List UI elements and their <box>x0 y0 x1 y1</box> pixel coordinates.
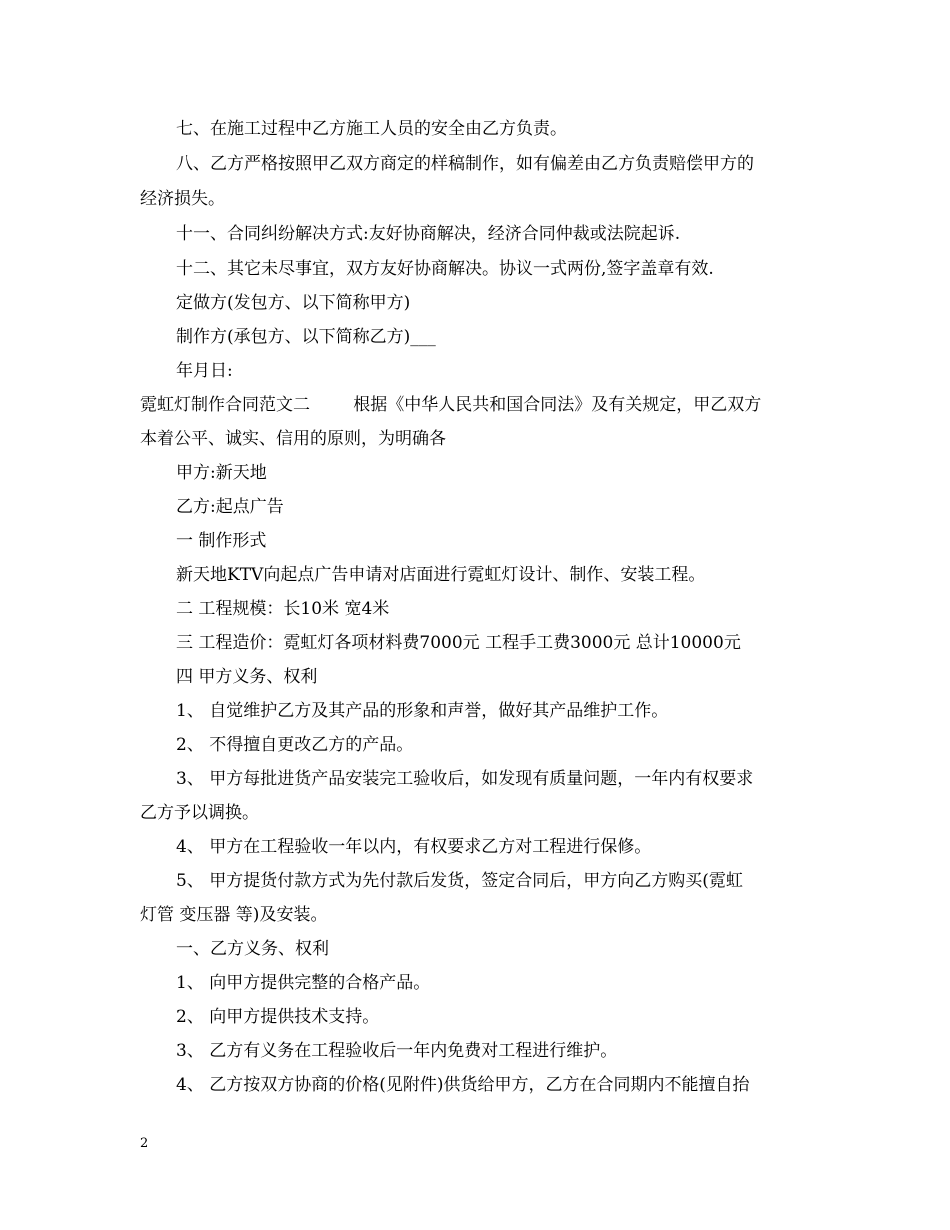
section-1-heading: 一 制作形式 <box>176 531 267 551</box>
party-b-item-1: 1、 向甲方提供完整的合格产品。 <box>176 973 431 993</box>
party-b-item-2: 2、 向甲方提供技术支持。 <box>176 1007 380 1027</box>
section-2-scale: 二 工程规模：长10米 宽4米 <box>176 599 390 619</box>
clause-8-continued: 经济损失。 <box>140 189 225 209</box>
section-1-text: 新天地KTV向起点广告申请对店面进行霓虹灯设计、制作、安装工程。 <box>176 565 706 585</box>
contract-two-heading: 霓虹灯制作合同范文二 根据《中华人民共和国合同法》及有关规定，甲乙双方 <box>140 395 762 415</box>
party-a-item-3-continued: 乙方予以调换。 <box>140 803 259 823</box>
party-b-name: 乙方:起点广告 <box>176 497 284 517</box>
party-a-item-4: 4、 甲方在工程验收一年以内，有权要求乙方对工程进行保修。 <box>176 837 652 857</box>
party-a-signature-line: 定做方(发包方、以下简称甲方) <box>176 293 411 313</box>
party-b-item-4: 4、 乙方按双方协商的价格(见附件)供货给甲方，乙方在合同期内不能擅自抬 <box>176 1075 750 1095</box>
contract-two-intro: 本着公平、诚实、信用的原则，为明确各 <box>140 429 446 449</box>
party-a-item-5: 5、 甲方提货付款方式为先付款后发货，签定合同后，甲方向乙方购买(霓虹 <box>176 871 743 891</box>
party-a-item-3: 3、 甲方每批进货产品安装完工验收后，如发现有质量问题，一年内有权要求 <box>176 769 754 789</box>
party-a-item-2: 2、 不得擅自更改乙方的产品。 <box>176 735 414 755</box>
page-number: 2 <box>140 1136 149 1151</box>
party-b-item-3: 3、 乙方有义务在工程验收后一年内免费对工程进行维护。 <box>176 1041 618 1061</box>
party-a-item-1: 1、 自觉维护乙方及其产品的形象和声誉，做好其产品维护工作。 <box>176 701 669 721</box>
party-b-duties-heading: 一、乙方义务、权利 <box>176 939 329 959</box>
clause-8: 八、乙方严格按照甲乙双方商定的样稿制作，如有偏差由乙方负责赔偿甲方的 <box>176 154 754 174</box>
clause-7: 七、在施工过程中乙方施工人员的安全由乙方负责。 <box>176 119 567 139</box>
party-a-item-5-continued: 灯管 变压器 等)及安装。 <box>140 905 328 925</box>
clause-11: 十一、合同纠纷解决方式:友好协商解决，经济合同仲裁或法院起诉. <box>176 224 681 244</box>
party-b-signature-line: 制作方(承包方、以下简称乙方)___ <box>176 327 436 347</box>
party-a-name: 甲方:新天地 <box>176 463 267 483</box>
clause-12: 十二、其它未尽事宜，双方友好协商解决。协议一式两份,签字盖章有效. <box>176 259 714 279</box>
section-4-heading: 四 甲方义务、权利 <box>176 667 318 687</box>
section-3-cost: 三 工程造价：霓虹灯各项材料费7000元 工程手工费3000元 总计10000元 <box>176 633 741 653</box>
date-line: 年月日: <box>176 361 233 381</box>
